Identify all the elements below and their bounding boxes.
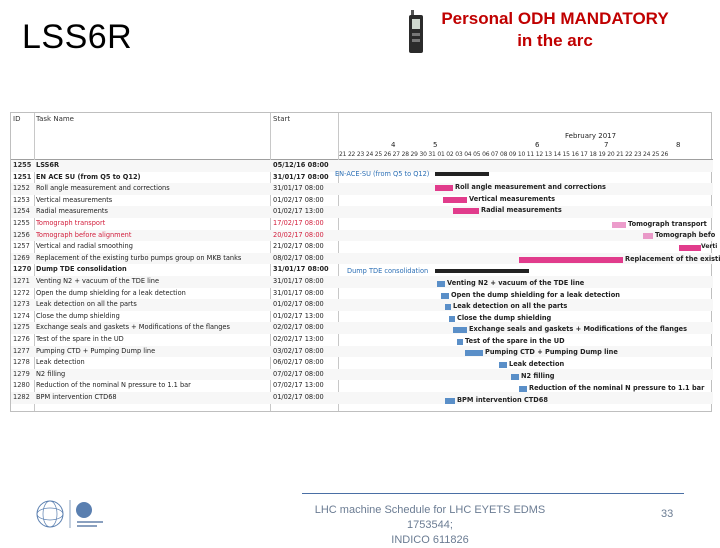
cell-name: Close the dump shielding xyxy=(36,311,120,320)
cell-id: 1272 xyxy=(13,288,30,297)
cell-name: Test of the spare in the UD xyxy=(36,335,124,343)
cell-name: EN ACE SU (from Q5 to Q12) xyxy=(36,172,141,181)
task-bar xyxy=(453,208,479,214)
cell-id: 1276 xyxy=(13,335,30,343)
task-bar xyxy=(445,398,455,404)
cell-start: 07/02/17 08:00 xyxy=(273,369,324,378)
bar-label: Exchange seals and gaskets + Modifications of the flanges xyxy=(469,325,688,333)
cell-name: Leak detection xyxy=(36,358,85,367)
cell-start: 02/02/17 13:00 xyxy=(273,335,324,343)
task-bar xyxy=(519,386,527,392)
cell-name: LSS6R xyxy=(36,161,60,169)
task-bar xyxy=(445,304,451,310)
bar-label: Leak detection xyxy=(509,360,565,368)
cell-name: Roll angle measurement and corrections xyxy=(36,184,170,193)
bar-label: Roll angle measurement and corrections xyxy=(455,183,606,191)
week-label: 4 xyxy=(391,141,396,149)
bar-label: Vertical measurements xyxy=(469,195,556,203)
week-label: 8 xyxy=(676,141,681,149)
header-start: Start xyxy=(273,115,291,123)
cell-start: 07/02/17 13:00 xyxy=(273,381,324,390)
cell-start: 31/01/17 08:00 xyxy=(273,288,324,297)
gantt-header xyxy=(11,113,713,160)
task-bar xyxy=(465,350,483,356)
cell-name: Tomograph before alignment xyxy=(36,230,132,239)
cell-id: 1269 xyxy=(13,253,30,262)
cell-id: 1270 xyxy=(13,265,32,274)
task-bar xyxy=(519,257,623,263)
header-task-name: Task Name xyxy=(36,115,74,123)
page-number: 33 xyxy=(661,508,674,520)
bar-label: Radial measurements xyxy=(481,206,562,214)
cell-id: 1255 xyxy=(13,161,32,169)
cell-id: 1251 xyxy=(13,172,32,181)
bar-label: Tomograph transport xyxy=(628,220,707,228)
cell-start: 31/01/17 08:00 xyxy=(273,277,324,285)
cell-name: Radial measurements xyxy=(36,207,108,216)
cell-start: 01/02/17 13:00 xyxy=(273,207,324,216)
bar-label: Reduction of the nominal N pressure to 1.1 bar xyxy=(529,384,705,392)
odh-notice xyxy=(410,8,700,52)
bar-label: N2 filling xyxy=(521,372,555,380)
cell-start: 21/02/17 08:00 xyxy=(273,242,324,251)
days-row: 21 22 23 24 25 26 27 28 29 30 31 01 02 03 04 05 06 07 08 09 10 11 12 13 14 15 16 17 18 19 20 21 22 23 24 25 26 xyxy=(339,151,669,158)
task-bar xyxy=(437,281,445,287)
cell-id: 1255 xyxy=(13,219,30,227)
footer-line-1: LHC machine Schedule for LHC EYETS EDMS 1753544; xyxy=(314,504,546,531)
cell-name: Exchange seals and gaskets + Modifications of the flanges xyxy=(36,323,230,332)
cell-name: Reduction of the nominal N pressure to 1.1 bar xyxy=(36,381,191,390)
header-id: ID xyxy=(13,115,21,123)
gantt-chart xyxy=(10,112,720,412)
cell-start: 31/01/17 08:00 xyxy=(273,172,329,181)
week-label: 5 xyxy=(433,141,438,149)
cell-id: 1282 xyxy=(13,393,30,401)
summary-bar-dump xyxy=(435,269,529,273)
cell-start: 01/02/17 08:00 xyxy=(273,393,324,401)
cell-name: Vertical measurements xyxy=(36,195,113,204)
gantt-bars xyxy=(335,160,720,411)
cell-name: Replacement of the existing turbo pumps group on MKB tanks xyxy=(36,253,242,262)
odh-line-1: Personal ODH MANDATORY xyxy=(441,9,669,28)
task-bar xyxy=(449,316,455,322)
task-bar xyxy=(435,185,453,191)
cell-start: 01/02/17 13:00 xyxy=(273,311,324,320)
cell-id: 1280 xyxy=(13,381,30,390)
cell-id: 1252 xyxy=(13,184,30,193)
cell-id: 1271 xyxy=(13,277,30,285)
bar-label: Test of the spare in the UD xyxy=(465,337,565,345)
bar-label: Leak detection on all the parts xyxy=(453,302,568,310)
cell-id: 1275 xyxy=(13,323,30,332)
cell-start: 31/01/17 08:00 xyxy=(273,184,324,193)
footer-line-2: INDICO 611826 xyxy=(391,534,469,546)
summary-bar-ace xyxy=(435,172,489,176)
task-bar-critical xyxy=(643,233,653,239)
bar-label: Pumping CTD + Pumping Dump line xyxy=(485,348,618,356)
task-bar-critical xyxy=(612,222,626,228)
cell-id: 1257 xyxy=(13,242,30,251)
cell-id: 1278 xyxy=(13,358,30,367)
task-bar xyxy=(441,293,449,299)
week-label: 6 xyxy=(535,141,540,149)
cell-id: 1254 xyxy=(13,207,30,216)
cell-start: 31/01/17 08:00 xyxy=(273,265,329,274)
bar-label: Open the dump shielding for a leak detection xyxy=(451,291,620,299)
slide-title: LSS6R xyxy=(22,18,133,56)
footer-divider xyxy=(302,493,684,494)
cell-name: Vertical and radial smoothing xyxy=(36,242,133,251)
cell-name: BPM intervention CTD68 xyxy=(36,393,117,401)
week-label: 7 xyxy=(604,141,609,149)
cell-start: 17/02/17 08:00 xyxy=(273,219,324,227)
summary-label-ace: EN-ACE-SU (from Q5 to Q12) xyxy=(335,170,430,178)
cell-name: Pumping CTD + Pumping Dump line xyxy=(36,346,156,355)
task-bar xyxy=(499,362,507,368)
cell-name: Leak detection on all the parts xyxy=(36,300,137,309)
cell-id: 1273 xyxy=(13,300,30,309)
cell-start: 02/02/17 08:00 xyxy=(273,323,324,332)
cell-id: 1277 xyxy=(13,346,30,355)
bar-label: Verti xyxy=(701,243,718,250)
footer-text xyxy=(300,503,560,548)
task-bar xyxy=(457,339,463,345)
cell-name: Open the dump shielding for a leak detection xyxy=(36,288,186,297)
timescale xyxy=(339,113,713,160)
bar-label: Replacement of the existi xyxy=(625,255,720,263)
task-bar xyxy=(453,327,467,333)
cell-id: 1256 xyxy=(13,230,30,239)
cell-start: 05/12/16 08:00 xyxy=(273,161,329,169)
cell-start: 08/02/17 08:00 xyxy=(273,253,324,262)
cell-name: Venting N2 + vacuum of the TDE line xyxy=(36,277,160,285)
task-bar xyxy=(443,197,467,203)
cell-id: 1279 xyxy=(13,369,30,378)
cell-name: N2 filling xyxy=(36,369,66,378)
cell-name: Tomograph transport xyxy=(36,219,106,227)
cern-en-logos xyxy=(34,494,124,534)
bar-label: BPM intervention CTD68 xyxy=(457,396,548,404)
cell-id: 1253 xyxy=(13,195,30,204)
bar-label: Venting N2 + vacuum of the TDE line xyxy=(447,279,585,287)
bar-label: Close the dump shielding xyxy=(457,314,552,322)
month-label: February 2017 xyxy=(565,132,617,140)
summary-label-dump: Dump TDE consolidation xyxy=(347,267,429,275)
odh-line-2: in the arc xyxy=(517,31,593,50)
cell-name: Dump TDE consolidation xyxy=(36,265,127,274)
cell-id: 1274 xyxy=(13,311,30,320)
bar-label: Tomograph befo xyxy=(655,231,716,239)
cell-start: 03/02/17 08:00 xyxy=(273,346,324,355)
task-bar xyxy=(679,245,701,251)
cell-start: 01/02/17 08:00 xyxy=(273,195,324,204)
cell-start: 01/02/17 08:00 xyxy=(273,300,324,309)
task-bar xyxy=(511,374,519,380)
cell-start: 06/02/17 08:00 xyxy=(273,358,324,367)
cell-start: 20/02/17 08:00 xyxy=(273,230,324,239)
